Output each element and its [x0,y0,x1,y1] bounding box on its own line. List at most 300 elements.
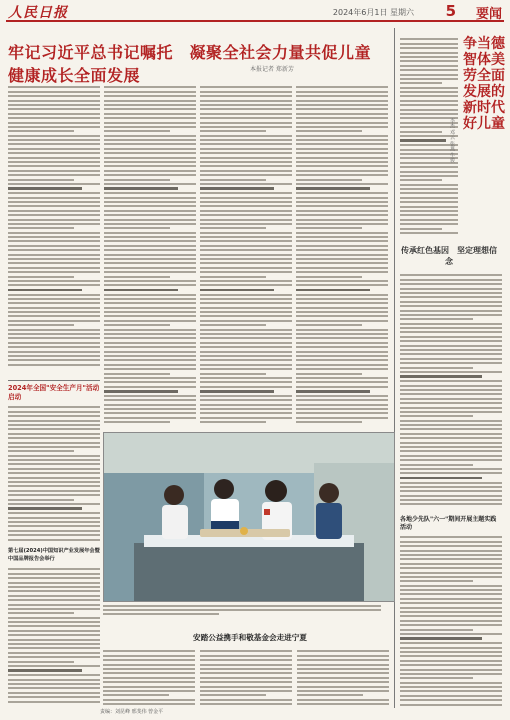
text-line [8,267,100,269]
text-line [296,355,388,357]
text-line [8,351,100,353]
text-line [200,373,266,375]
text-line [400,188,458,190]
text-line [400,223,458,225]
text-line [400,166,458,168]
text-line [296,390,370,392]
text-line [104,219,196,221]
text-line [104,346,196,348]
text-line [104,262,196,264]
text-line [400,47,458,49]
text-line [400,589,502,591]
commentary-author: 李杰 邓云 张燕 牛骏 [449,118,455,163]
text-line [200,342,292,344]
text-line [400,477,482,479]
text-line [8,612,74,614]
text-line [200,351,292,353]
text-line [8,245,100,247]
text-line [8,481,100,483]
text-line [8,512,100,514]
text-line [104,174,196,176]
text-line [8,656,100,658]
text-line [400,407,502,409]
text-line [400,576,502,578]
text-line [296,126,388,128]
text-line [8,117,100,119]
lead-column-4 [296,84,388,424]
text-line [8,104,100,106]
text-line [104,417,196,419]
text-line [400,201,458,203]
text-line [200,187,274,189]
text-line [400,468,502,470]
text-line [8,665,100,667]
text-line [400,292,502,294]
text-line [8,289,82,291]
text-line [104,130,170,132]
text-line [8,315,100,317]
text-line [400,389,502,391]
text-line [400,690,502,692]
safety-story-title: 2024年全国"安全生产月"活动启动 [8,384,100,401]
text-line [400,214,458,216]
text-line [200,86,292,88]
text-line [200,659,292,661]
text-line [297,681,389,683]
text-line [104,170,196,172]
text-line [400,503,502,505]
text-line [8,661,74,663]
text-line [8,219,100,221]
text-line [400,428,502,430]
text-line [296,351,388,353]
column-divider [394,28,395,708]
text-line [200,276,266,278]
text-line [8,674,100,676]
text-line [400,620,502,622]
text-line [400,424,502,426]
text-line [400,499,502,501]
masthead [6,2,504,22]
text-line [200,672,292,674]
text-line [104,390,178,392]
text-line [400,598,502,600]
text-line [8,437,100,439]
text-line [296,267,388,269]
text-line [400,567,502,569]
text-line [8,442,100,444]
text-line [200,337,292,339]
text-line [400,345,502,347]
text-line [400,607,502,609]
text-line [400,393,502,395]
commentary-body-lower [400,272,502,508]
text-line [297,686,389,688]
text-line [400,371,502,373]
text-line [296,254,388,256]
text-line [296,302,388,304]
text-line [103,677,195,679]
text-line [200,192,292,194]
text-line [400,655,502,657]
text-line [8,582,100,584]
text-line [200,681,292,683]
text-line [400,704,502,706]
text-line [104,342,196,344]
text-line [296,100,388,102]
text-line [104,86,196,88]
text-line [297,668,389,670]
text-line [400,450,502,452]
text-line [103,694,169,696]
text-line [296,320,388,322]
text-line [8,187,82,189]
safety-box-top [8,380,100,381]
text-line [200,174,292,176]
text-line [8,692,100,694]
text-line [8,346,100,348]
text-line [296,174,388,176]
text-line [104,351,196,353]
text-line [8,100,100,102]
kids-day-story-body [400,534,502,706]
text-line [8,621,100,623]
text-line [200,258,292,260]
text-line [296,117,388,119]
text-line [400,550,502,552]
text-line [104,298,196,300]
text-line [400,327,502,329]
text-line [400,301,502,303]
text-line [104,289,178,291]
text-line [400,660,502,662]
text-line [200,117,292,119]
text-line [200,280,292,282]
text-line [296,258,388,260]
text-line [400,43,458,45]
text-line [296,421,362,423]
text-line [8,630,100,632]
text-line [400,593,502,595]
text-line [400,647,502,649]
text-line [104,126,196,128]
text-line [200,139,292,141]
text-line [200,210,292,212]
text-line [400,60,458,62]
text-line [200,307,292,309]
text-line [296,381,388,383]
issue-date: 2024年6月1日 星期六 [332,8,414,17]
text-line [296,377,388,379]
text-line [104,205,196,207]
text-line [8,232,100,234]
text-line [400,398,502,400]
text-line [400,459,502,461]
text-line [8,701,100,703]
text-line [296,205,388,207]
text-line [8,214,100,216]
text-line [8,320,100,322]
text-line [400,651,502,653]
text-line [8,586,100,588]
text-line [104,245,196,247]
text-line [104,148,196,150]
text-line [400,558,502,560]
text-line [400,228,442,230]
text-line [200,395,292,397]
text-line [104,197,196,199]
text-line [400,82,442,84]
text-line [104,412,196,414]
patent-story-title: 第七届(2024)中国知识产业发展年会暨中国品牌报告会举行 [8,548,100,562]
text-line [296,139,388,141]
text-line [8,415,100,417]
text-line [8,258,100,260]
text-line [200,699,292,701]
lead-column-1 [8,84,100,368]
text-line [400,318,473,320]
text-line [400,65,458,67]
text-line [200,179,266,181]
text-line [8,139,100,141]
text-line [104,421,170,423]
text-line [200,205,292,207]
text-line [8,359,100,361]
text-line [296,143,388,145]
text-line [104,179,170,181]
text-line [296,245,388,247]
text-line [400,358,502,360]
text-line [296,201,388,203]
text-line [8,599,100,601]
safety-story-body [8,404,100,542]
text-line [8,311,100,313]
text-line [200,104,292,106]
text-line [297,659,389,661]
text-line [8,490,100,492]
text-line [104,104,196,106]
newspaper-logo: 人民日报 [8,5,68,21]
text-line [296,271,388,273]
text-line [104,223,196,225]
text-line [296,95,388,97]
text-line [8,643,100,645]
text-line [8,135,100,137]
text-line [200,302,292,304]
text-line [400,545,502,547]
text-line [297,699,389,701]
text-line [104,381,196,383]
text-line [296,324,362,326]
text-line [296,157,388,159]
text-line [200,368,292,370]
text-line [8,174,100,176]
text-line [200,677,292,679]
text-line [200,324,266,326]
text-line [104,355,196,357]
editor-credits: 责编：刘昆峰 邢斐伟 曾金平 [100,709,164,715]
text-line [296,280,388,282]
text-line [296,386,388,388]
text-line [400,78,458,80]
text-line [400,340,502,342]
text-line [296,249,388,251]
text-line [400,536,502,538]
lead-column-2 [104,84,196,424]
text-line [200,262,292,264]
text-line [400,95,458,97]
text-line [103,664,195,666]
text-line [200,148,292,150]
text-line [296,108,388,110]
text-line [296,161,388,163]
text-line [297,672,389,674]
text-line [104,404,196,406]
text-line [296,337,388,339]
text-line [104,122,196,124]
text-line [400,375,482,377]
text-line [400,554,502,556]
text-line [8,201,100,203]
text-line [400,310,502,312]
text-line [8,595,100,597]
text-line [200,664,292,666]
charity-story-col-1 [103,648,195,706]
text-line [8,324,74,326]
text-line [400,353,502,355]
text-line [400,192,458,194]
text-line [104,276,170,278]
text-line [400,642,502,644]
text-line [200,690,292,692]
text-line [8,276,74,278]
text-line [296,399,388,401]
text-line [296,240,388,242]
text-line [400,495,502,497]
text-line [200,170,292,172]
text-line [200,404,292,406]
text-line [104,157,196,159]
text-line [400,56,458,58]
text-line [400,472,502,474]
text-line [200,399,292,401]
photo-caption [103,603,393,617]
text-line [296,113,388,115]
text-line [297,655,389,657]
text-line [200,254,292,256]
text-line [200,91,292,93]
text-line [296,364,388,366]
text-line [200,650,292,652]
text-line [8,507,82,509]
text-line [296,333,388,335]
text-line [296,298,388,300]
text-line [8,463,100,465]
text-line [104,152,196,154]
text-line [8,284,100,286]
charity-story-col-2 [200,648,292,706]
text-line [8,420,100,422]
text-line [8,271,100,273]
text-line [104,373,170,375]
text-line [8,197,100,199]
text-line [104,280,196,282]
text-line [296,223,388,225]
text-line [103,655,195,657]
text-line [400,411,502,413]
text-line [200,703,292,705]
text-line [8,113,100,115]
text-line [400,633,502,635]
text-line [200,219,292,221]
text-line [103,690,195,692]
text-line [8,477,100,479]
text-line [296,183,388,185]
text-line [400,490,502,492]
text-line [104,214,196,216]
text-line [8,428,100,430]
text-line [8,494,100,496]
text-line [8,652,100,654]
charity-story-col-3 [297,648,389,706]
text-line [200,223,292,225]
text-line [400,219,458,221]
text-line [8,433,100,435]
text-line [8,236,100,238]
news-photo [103,432,395,602]
text-line [400,572,502,574]
text-line [400,179,442,181]
text-line [297,650,389,652]
text-line [200,236,292,238]
text-line [296,307,388,309]
text-line [8,679,100,681]
text-line [297,677,389,679]
text-line [200,668,292,670]
text-line [8,669,82,671]
text-line [400,563,502,565]
text-line [200,377,292,379]
text-line [104,227,170,229]
text-line [104,395,196,397]
text-line [296,187,370,189]
text-line [104,210,196,212]
text-line [200,108,292,110]
text-line [400,669,502,671]
text-line [104,258,196,260]
text-line [400,585,502,587]
text-line [104,320,196,322]
text-line [104,236,196,238]
text-line [400,336,502,338]
text-line [8,525,100,527]
text-line [297,694,363,696]
text-line [8,95,100,97]
text-line [8,639,100,641]
text-line [296,236,388,238]
text-line [400,677,473,679]
text-line [8,254,100,256]
text-line [400,197,458,199]
text-line [296,130,362,132]
text-line [104,337,196,339]
text-line [200,271,292,273]
text-line [104,192,196,194]
text-line [296,342,388,344]
text-line [400,580,473,582]
text-line [8,617,100,619]
text-line [200,135,292,137]
